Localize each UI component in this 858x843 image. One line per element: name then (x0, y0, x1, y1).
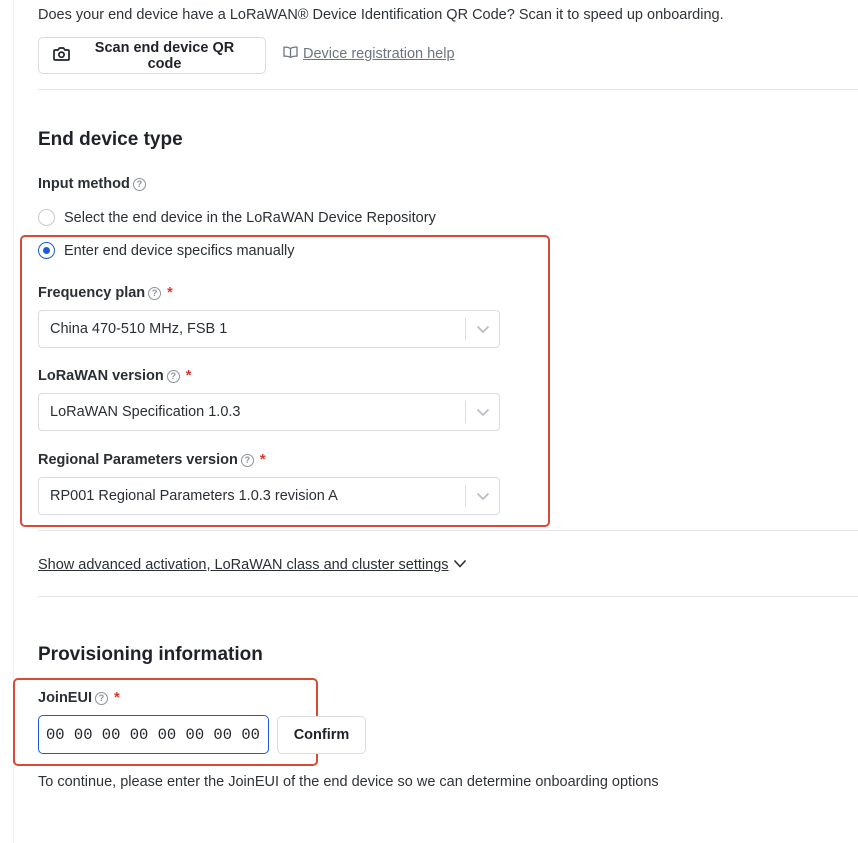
divider (38, 530, 858, 531)
join-eui-input[interactable] (38, 715, 269, 754)
chevron-down-icon[interactable] (466, 325, 499, 334)
chevron-down-icon[interactable] (466, 492, 499, 501)
required-asterisk: * (185, 368, 192, 384)
end-device-type-title: End device type (38, 129, 183, 150)
radio-label: Select the end device in the LoRaWAN Device Repository (64, 209, 436, 226)
frequency-plan-label (38, 285, 173, 301)
required-asterisk: * (113, 690, 120, 706)
regional-params-label (38, 452, 266, 468)
lorawan-version-value: LoRaWAN Specification 1.0.3 (50, 404, 241, 420)
help-icon[interactable]: ? (167, 370, 180, 383)
show-advanced-settings-link[interactable] (38, 557, 467, 573)
frequency-plan-value: China 470-510 MHz, FSB 1 (50, 321, 228, 337)
input-method-label-text: Input method (38, 176, 130, 192)
divider (38, 596, 858, 597)
help-icon[interactable]: ? (241, 454, 254, 467)
device-registration-help-link[interactable] (283, 46, 455, 62)
scan-qr-button[interactable] (38, 37, 266, 74)
help-icon[interactable]: ? (95, 692, 108, 705)
show-advanced-settings-label: Show advanced activation, LoRaWAN class and cluster settings (38, 557, 449, 573)
radio-label: Enter end device specifics manually (64, 242, 295, 259)
lorawan-version-label-text: LoRaWAN version (38, 368, 164, 384)
join-eui-hint: To continue, please enter the JoinEUI of the end device so we can determine onboarding options (38, 774, 659, 790)
provisioning-information-title: Provisioning information (38, 644, 263, 665)
radio-device-repository[interactable] (38, 209, 436, 226)
required-asterisk: * (167, 285, 173, 301)
required-asterisk: * (259, 452, 266, 468)
divider (38, 89, 858, 90)
regional-params-label-text: Regional Parameters version (38, 452, 238, 468)
chevron-down-icon[interactable] (466, 408, 499, 417)
frequency-plan-label-text: Frequency plan (38, 285, 146, 301)
scan-qr-button-label: Scan end device QR code (94, 39, 235, 72)
regional-params-value: RP001 Regional Parameters 1.0.3 revision A (50, 488, 338, 504)
join-eui-label-text: JoinEUI (38, 690, 92, 706)
radio-enter-manually[interactable] (38, 242, 295, 259)
join-eui-label (38, 690, 120, 706)
qr-prompt-text: Does your end device have a LoRaWAN® Device Identification QR Code? Scan it to speed up onboarding. (38, 7, 724, 23)
lorawan-version-label (38, 368, 191, 384)
regional-params-select[interactable] (38, 477, 500, 515)
help-icon[interactable]: ? (148, 287, 161, 300)
chevron-down-icon (453, 557, 467, 573)
confirm-button[interactable]: Confirm (277, 716, 366, 754)
book-icon (283, 46, 298, 62)
radio-button-checked[interactable] (38, 242, 55, 259)
left-rail (0, 0, 14, 843)
camera-icon (53, 46, 70, 65)
lorawan-version-select[interactable] (38, 393, 500, 431)
radio-button[interactable] (38, 209, 55, 226)
input-method-label (38, 176, 146, 192)
help-icon[interactable]: ? (133, 178, 146, 191)
device-registration-help-label: Device registration help (303, 46, 455, 62)
frequency-plan-select[interactable] (38, 310, 500, 348)
